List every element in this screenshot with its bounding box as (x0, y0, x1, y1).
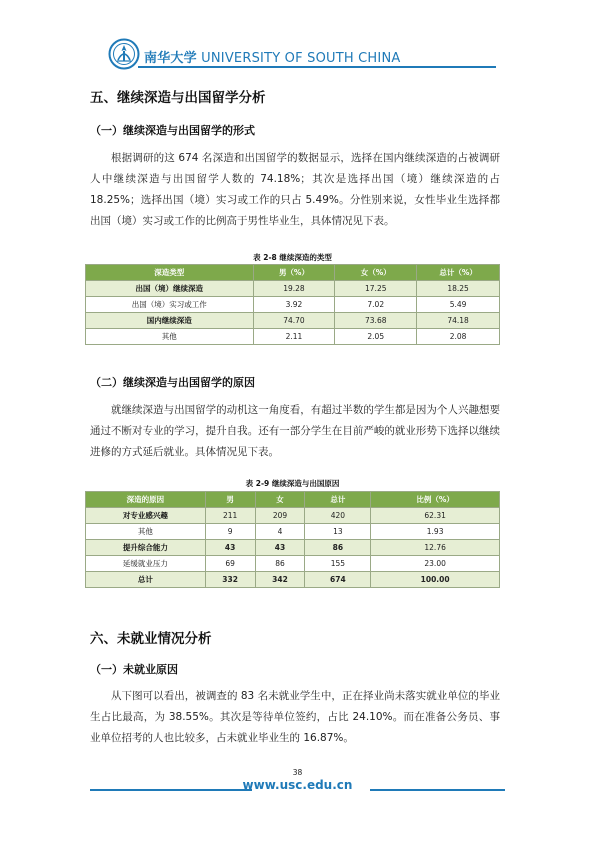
table-total-row (86, 572, 500, 588)
table-cell: 342 (255, 572, 305, 588)
table-cell: 延缓就业压力 (86, 556, 206, 572)
table-row (86, 540, 500, 556)
table-header-cell: 深造类型 (86, 265, 254, 281)
table-cell: 86 (305, 540, 371, 556)
table-cell: 提升综合能力 (86, 540, 206, 556)
table-header-cell: 男 (205, 492, 255, 508)
table-cell: 其他 (86, 524, 206, 540)
table-cell: 2.08 (417, 329, 500, 345)
footer-url[interactable]: www.usc.edu.cn (242, 778, 353, 792)
table-cell: 43 (205, 540, 255, 556)
table-row (86, 508, 500, 524)
table-cell: 211 (205, 508, 255, 524)
table-cell: 总计 (86, 572, 206, 588)
table-cell: 国内继续深造 (86, 313, 254, 329)
table-cell: 18.25 (417, 281, 500, 297)
section-5-2-paragraph: 就继续深造与出国留学的动机这一角度看，有超过半数的学生都是因为个人兴趣想要通过不断对专业的学习，提升自我。还有一部分学生在目前严峻的就业形势下选择以继续进修的方式延后就业。具体情况见下表。 (90, 404, 500, 458)
table-cell: 9 (205, 524, 255, 540)
table-cell: 1.93 (371, 524, 500, 540)
table-2-9-caption: 表 2-9 继续深造与出国原因 (245, 479, 340, 488)
section-6-1-title: （一）未就业原因 (90, 663, 178, 676)
table-cell: 155 (305, 556, 371, 572)
table-cell: 12.76 (371, 540, 500, 556)
table-cell: 74.70 (253, 313, 335, 329)
table-cell: 69 (205, 556, 255, 572)
section-5-2-title: （二）继续深造与出国留学的原因 (90, 376, 255, 389)
table-header-row (86, 492, 500, 508)
table-cell: 其他 (86, 329, 254, 345)
table-cell: 5.49 (417, 297, 500, 313)
table-cell: 62.31 (371, 508, 500, 524)
table-header-cell: 深造的原因 (86, 492, 206, 508)
table-cell: 17.25 (335, 281, 417, 297)
table-2-9 (85, 491, 500, 588)
table-cell: 19.28 (253, 281, 335, 297)
section-5-title: 五、继续深造与出国留学分析 (90, 90, 266, 106)
table-row (86, 297, 500, 313)
section-6-1-paragraph: 从下图可以看出，被调查的 83 名未就业学生中，正在择业尚未落实就业单位的毕业生占比最高，为 38.55%。其次是等待单位签约，占比 24.10%。而在准备公务员、事业单位招考的人也比较多，占未就业毕业生的 16.87%。 (90, 690, 500, 744)
table-cell: 3.92 (253, 297, 335, 313)
table-cell: 74.18 (417, 313, 500, 329)
brand-chinese: 南华大学 (144, 51, 197, 66)
section-5-1-paragraph: 根据调研的这 674 名深造和出国留学的数据显示，选择在国内继续深造的占被调研人中继续深造与出国留学人数的 74.18%；其次是选择出国（境）继续深造的占 18.25%；选择出国（境）实习或工作的只占 5.49%。分性别来说，女性毕业生选择都出国（境）实习或工作的比例高于男性毕业生，具体情况见下表。 (90, 152, 500, 227)
footer-divider-right (370, 789, 505, 791)
table-cell: 对专业感兴趣 (86, 508, 206, 524)
brand-english: UNIVERSITY OF SOUTH CHINA (201, 51, 401, 66)
table-cell: 出国（境）继续深造 (86, 281, 254, 297)
table-row (86, 313, 500, 329)
table-cell: 86 (255, 556, 305, 572)
table-cell: 7.02 (335, 297, 417, 313)
table-header-cell: 比例（%） (371, 492, 500, 508)
table-2-8 (85, 264, 500, 345)
table-row (86, 524, 500, 540)
table-cell: 4 (255, 524, 305, 540)
brand-text (144, 47, 400, 66)
section-5-1-title: （一）继续深造与出国留学的形式 (90, 124, 255, 137)
table-cell: 332 (205, 572, 255, 588)
table-header-cell: 女（%） (335, 265, 417, 281)
table-cell: 出国（境）实习或工作 (86, 297, 254, 313)
table-cell: 674 (305, 572, 371, 588)
table-row (86, 281, 500, 297)
header-divider (138, 66, 496, 68)
table-cell: 2.05 (335, 329, 417, 345)
table-header-cell: 女 (255, 492, 305, 508)
university-logo-icon (108, 38, 140, 70)
page-number: 38 (292, 768, 303, 777)
section-6-title: 六、未就业情况分析 (90, 631, 212, 647)
table-header-row (86, 265, 500, 281)
table-cell: 13 (305, 524, 371, 540)
page-header (108, 38, 528, 72)
table-header-cell: 总计 (305, 492, 371, 508)
table-cell: 420 (305, 508, 371, 524)
table-header-cell: 男（%） (253, 265, 335, 281)
table-cell: 209 (255, 508, 305, 524)
table-cell: 23.00 (371, 556, 500, 572)
table-cell: 100.00 (371, 572, 500, 588)
table-header-cell: 总计（%） (417, 265, 500, 281)
table-cell: 73.68 (335, 313, 417, 329)
table-2-8-caption: 表 2-8 继续深造的类型 (253, 253, 332, 262)
table-cell: 2.11 (253, 329, 335, 345)
table-row (86, 556, 500, 572)
table-cell: 43 (255, 540, 305, 556)
table-row (86, 329, 500, 345)
